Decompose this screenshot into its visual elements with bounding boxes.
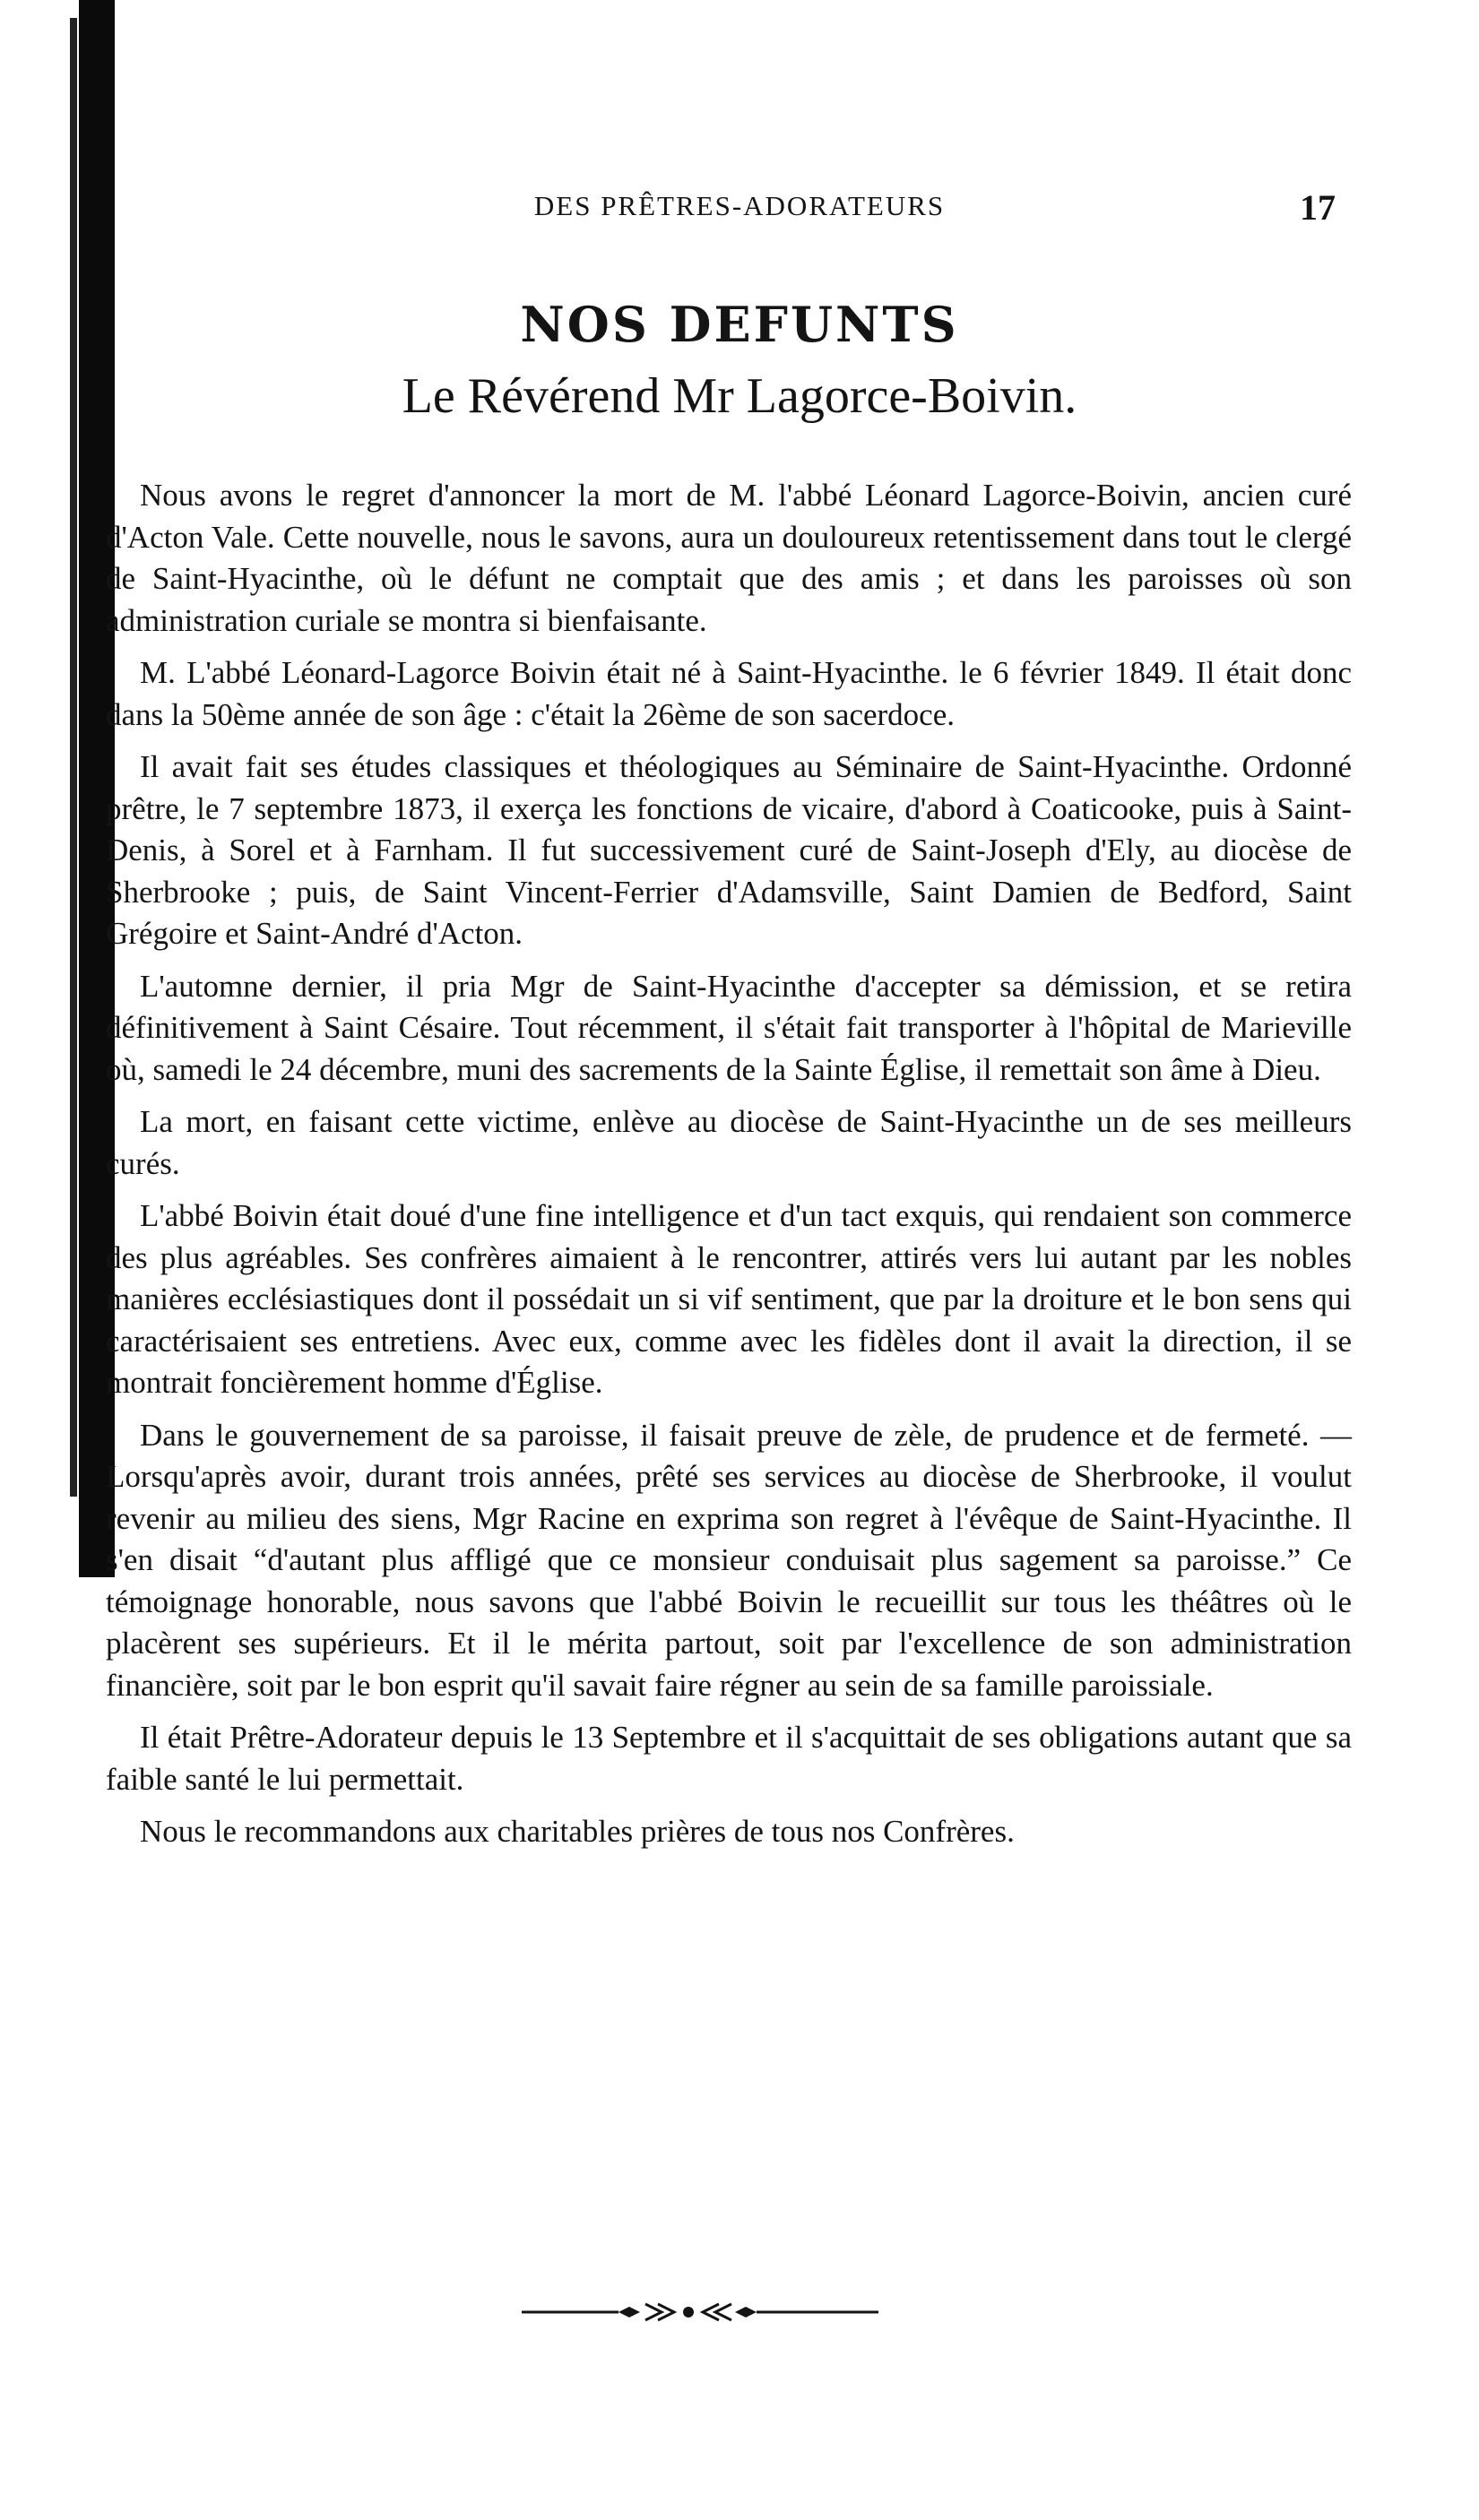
paragraph: Il était Prêtre-Adorateur depuis le 13 Septembre et il s'acquittait de ses obligations autant que sa faible santé le lui permettait. xyxy=(106,1720,1352,1797)
article-title: Le Révérend Mr Lagorce-Boivin. xyxy=(402,368,1077,424)
paragraph: La mort, en faisant cette victime, enlève au diocèse de Saint-Hyacinthe un de ses meilleurs curés. xyxy=(106,1104,1352,1181)
paragraph: Dans le gouvernement de sa paroisse, il faisait preuve de zèle, de prudence et de fermeté. — Lorsqu'après avoir, durant trois années, prêté ses services au diocèse de Sherbrooke, il voulut revenir au milieu des siens, Mgr Racine en exprima son regret à l'évêque de Saint-Hyacinthe. Il s'en disait “d'autant plus affligé que ce monsieur conduisait plus sagement sa paroisse.” Ce témoignage honorable, nous savons que l'abbé Boivin le recueillit sur tous les théâtres où le placèrent ses supérieurs. Et il le mérita partout, soit par l'excellence de son administration financière, soit par le bon esprit qu'il savait faire régner au sein de sa famille paroissiale. xyxy=(106,1417,1352,1703)
article-body xyxy=(106,475,1352,1864)
running-header: DES PRÊTRES-ADORATEURS xyxy=(533,190,946,221)
paragraph: M. L'abbé Léonard-Lagorce Boivin était né à Saint-Hyacinthe. le 6 février 1849. Il était donc dans la 50ème année de son âge : c'était la 26ème de son sacerdoce. xyxy=(106,655,1352,732)
binding-edge xyxy=(70,18,77,1497)
paragraph: Il avait fait ses études classiques et théologiques au Séminaire de Saint-Hyacinthe. Ordonné prêtre, le 7 septembre 1873, il exerça les fonctions de vicaire, d'abord à Coaticooke, puis à Saint-Denis, à Sorel et à Farnham. Il fut successivement curé de Saint-Joseph d'Ely, au diocèse de Sherbrooke ; puis, de Saint Vincent-Ferrier d'Adamsville, Saint Damien de Bedford, Saint Grégoire et Saint-André d'Acton. xyxy=(106,749,1352,951)
section-title: NOS DEFUNTS xyxy=(520,296,959,353)
paragraph: Nous le recommandons aux charitables prières de tous nos Confrères. xyxy=(140,1814,1015,1849)
ornament-divider xyxy=(0,2299,1479,2326)
paragraph: Nous avons le regret d'annoncer la mort de M. l'abbé Léonard Lagorce-Boivin, ancien curé d'Acton Vale. Cette nouvelle, nous le savons, aura un douloureux retentissement dans tout le clergé de Saint-Hyacinthe, où le défunt ne comptait que des amis ; et dans les paroisses où son administration curiale se montra si bienfaisante. xyxy=(106,478,1352,638)
page-number: 17 xyxy=(1300,187,1336,228)
paragraph: L'abbé Boivin était doué d'une fine intelligence et d'un tact exquis, qui rendaient son commerce des plus agréables. Ses confrères aimaient à le rencontrer, attirés vers lui autant par les nobles manières ecclésiastiques dont il possédait un si vif sentiment, que par la droiture et le bon sens qui caractérisaient ses entretiens. Avec eux, comme avec les fidèles dont il avait la direction, il se montrait foncièrement homme d'Église. xyxy=(106,1198,1352,1400)
paragraph: L'automne dernier, il pria Mgr de Saint-Hyacinthe d'accepter sa démission, et se retira définitivement à Saint Césaire. Tout récemment, il s'était fait transporter à l'hôpital de Marieville où, samedi le 24 décembre, muni des sacrements de la Sainte Église, il remettait son âme à Dieu. xyxy=(106,968,1352,1087)
